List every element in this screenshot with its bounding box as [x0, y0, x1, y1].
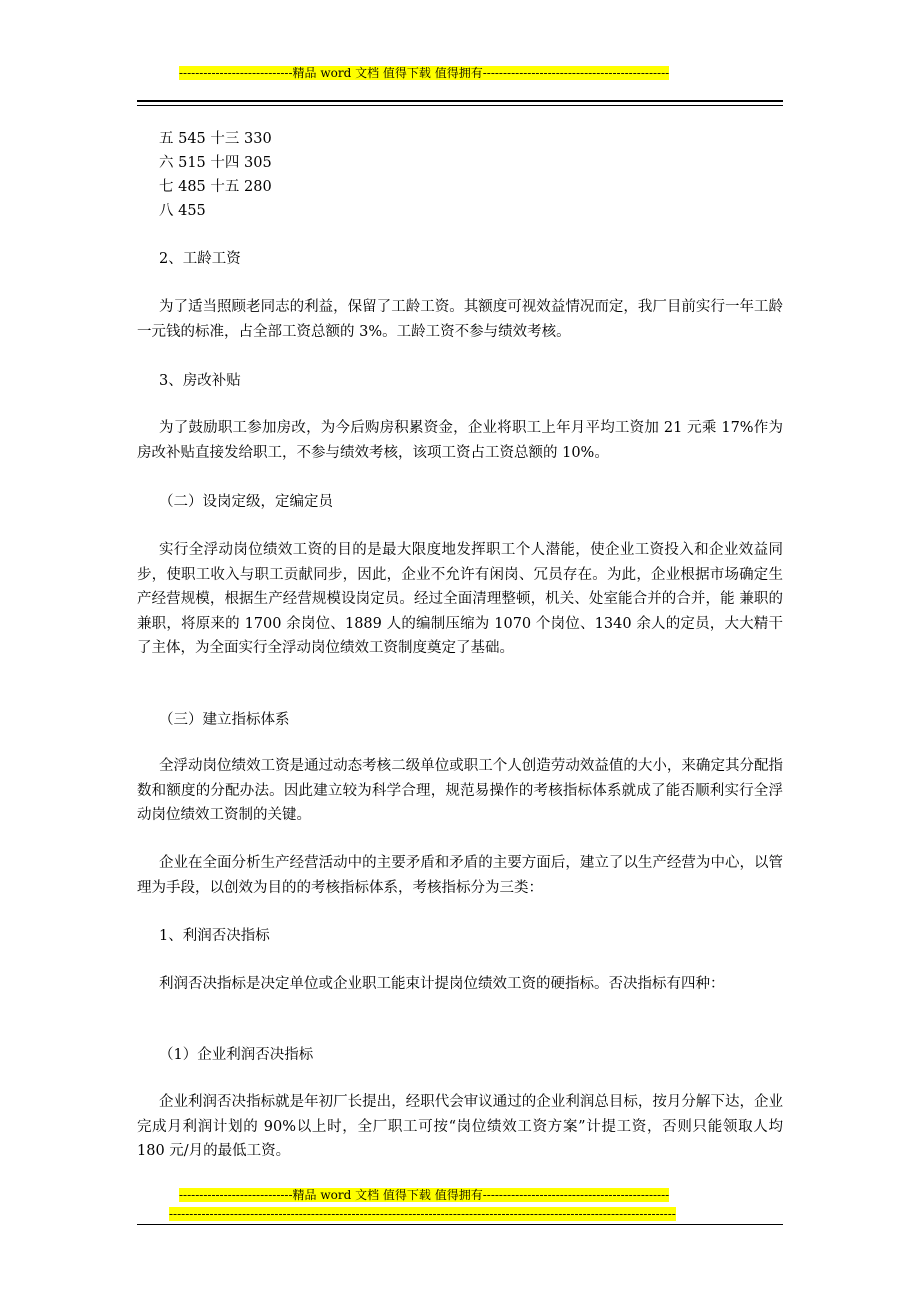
section-heading: （二）设岗定级，定编定员: [159, 494, 333, 510]
section-heading: 2、工龄工资: [159, 251, 241, 267]
footer-dashes-text: -----------------------------------------------------------------------------------------------------------------------------: [169, 1207, 676, 1221]
footer-rule: [137, 1224, 783, 1225]
table-row: 五 545 十三 330: [159, 131, 272, 147]
table-row: 七 485 十五 280: [159, 179, 272, 195]
paragraph: 为了鼓励职工参加房改，为今后购房积累资金，企业将职工上年月平均工资加 21 元乘 17%作为房改补贴直接发给职工，不参与绩效考核，该项工资占工资总额的 10%。: [137, 420, 783, 461]
paragraph: 全浮动岗位绩效工资是通过动态考核二级单位或职工个人创造劳动效益值的大小，来确定其分配指数和额度的分配办法。因此建立较为科学合理，规范易操作的考核指标体系就成了能否顺利实行全浮动岗位绩效工资制的关键。: [137, 758, 783, 823]
header-banner: [179, 66, 669, 81]
paragraph: 为了适当照顾老同志的利益，保留了工龄工资。其额度可视效益情况而定，我厂目前实行一年工龄一元钱的标准，占全部工资总额的 3%。工龄工资不参与绩效考核。: [137, 299, 783, 340]
section-heading: 1、利润否决指标: [159, 928, 270, 944]
table-row: 六 515 十四 305: [159, 155, 272, 171]
section-heading: （三）建立指标体系: [159, 712, 290, 728]
paragraph: 实行全浮动岗位绩效工资的目的是最大限度地发挥职工个人潜能，使企业工资投入和企业效益同步，使职工收入与职工贡献同步，因此，企业不允许有闲岗、冗员存在。为此，企业根据市场确定生产经营规模，根据生产经营规模设岗定员。经过全面清理整顿，机关、处室能合并的合并，能 兼职的兼职，将原来的 1700 余岗位、1889 人的编制压缩为 1070 个岗位、1340 余人的定员，大大精干了主体，为全面实行全浮动岗位绩效工资制度奠定了基础。: [137, 542, 783, 656]
footer-banner-text: ----------------------------精品 word 文档 值得下载 值得拥有----------------------------------------------: [179, 1188, 670, 1202]
header-rule-top: [137, 100, 783, 102]
footer-banner: [179, 1188, 669, 1203]
section-heading: 3、房改补贴: [159, 373, 241, 389]
header-banner-text: ----------------------------精品 word 文档 值得下载 值得拥有----------------------------------------------: [179, 66, 670, 80]
table-row: 八 455: [159, 203, 206, 219]
header-rule-bottom: [137, 105, 783, 106]
paragraph: 企业在全面分析生产经营活动中的主要矛盾和矛盾的主要方面后，建立了以生产经营为中心，以管理为手段，以创效为目的的考核指标体系，考核指标分为三类：: [137, 855, 783, 896]
paragraph: 企业利润否决指标就是年初厂长提出，经职代会审议通过的企业利润总目标，按月分解下达，企业完成月利润计划的 90%以上时，全厂职工可按“岗位绩效工资方案”计提工资，否则只能领取人均 180 元/月的最低工资。: [137, 1094, 783, 1159]
paragraph: 利润否决指标是决定单位或企业职工能束计提岗位绩效工资的硬指标。否决指标有四种：: [159, 976, 725, 992]
footer-dashes: [169, 1207, 751, 1222]
section-heading: （1）企业利润否决指标: [159, 1047, 314, 1063]
